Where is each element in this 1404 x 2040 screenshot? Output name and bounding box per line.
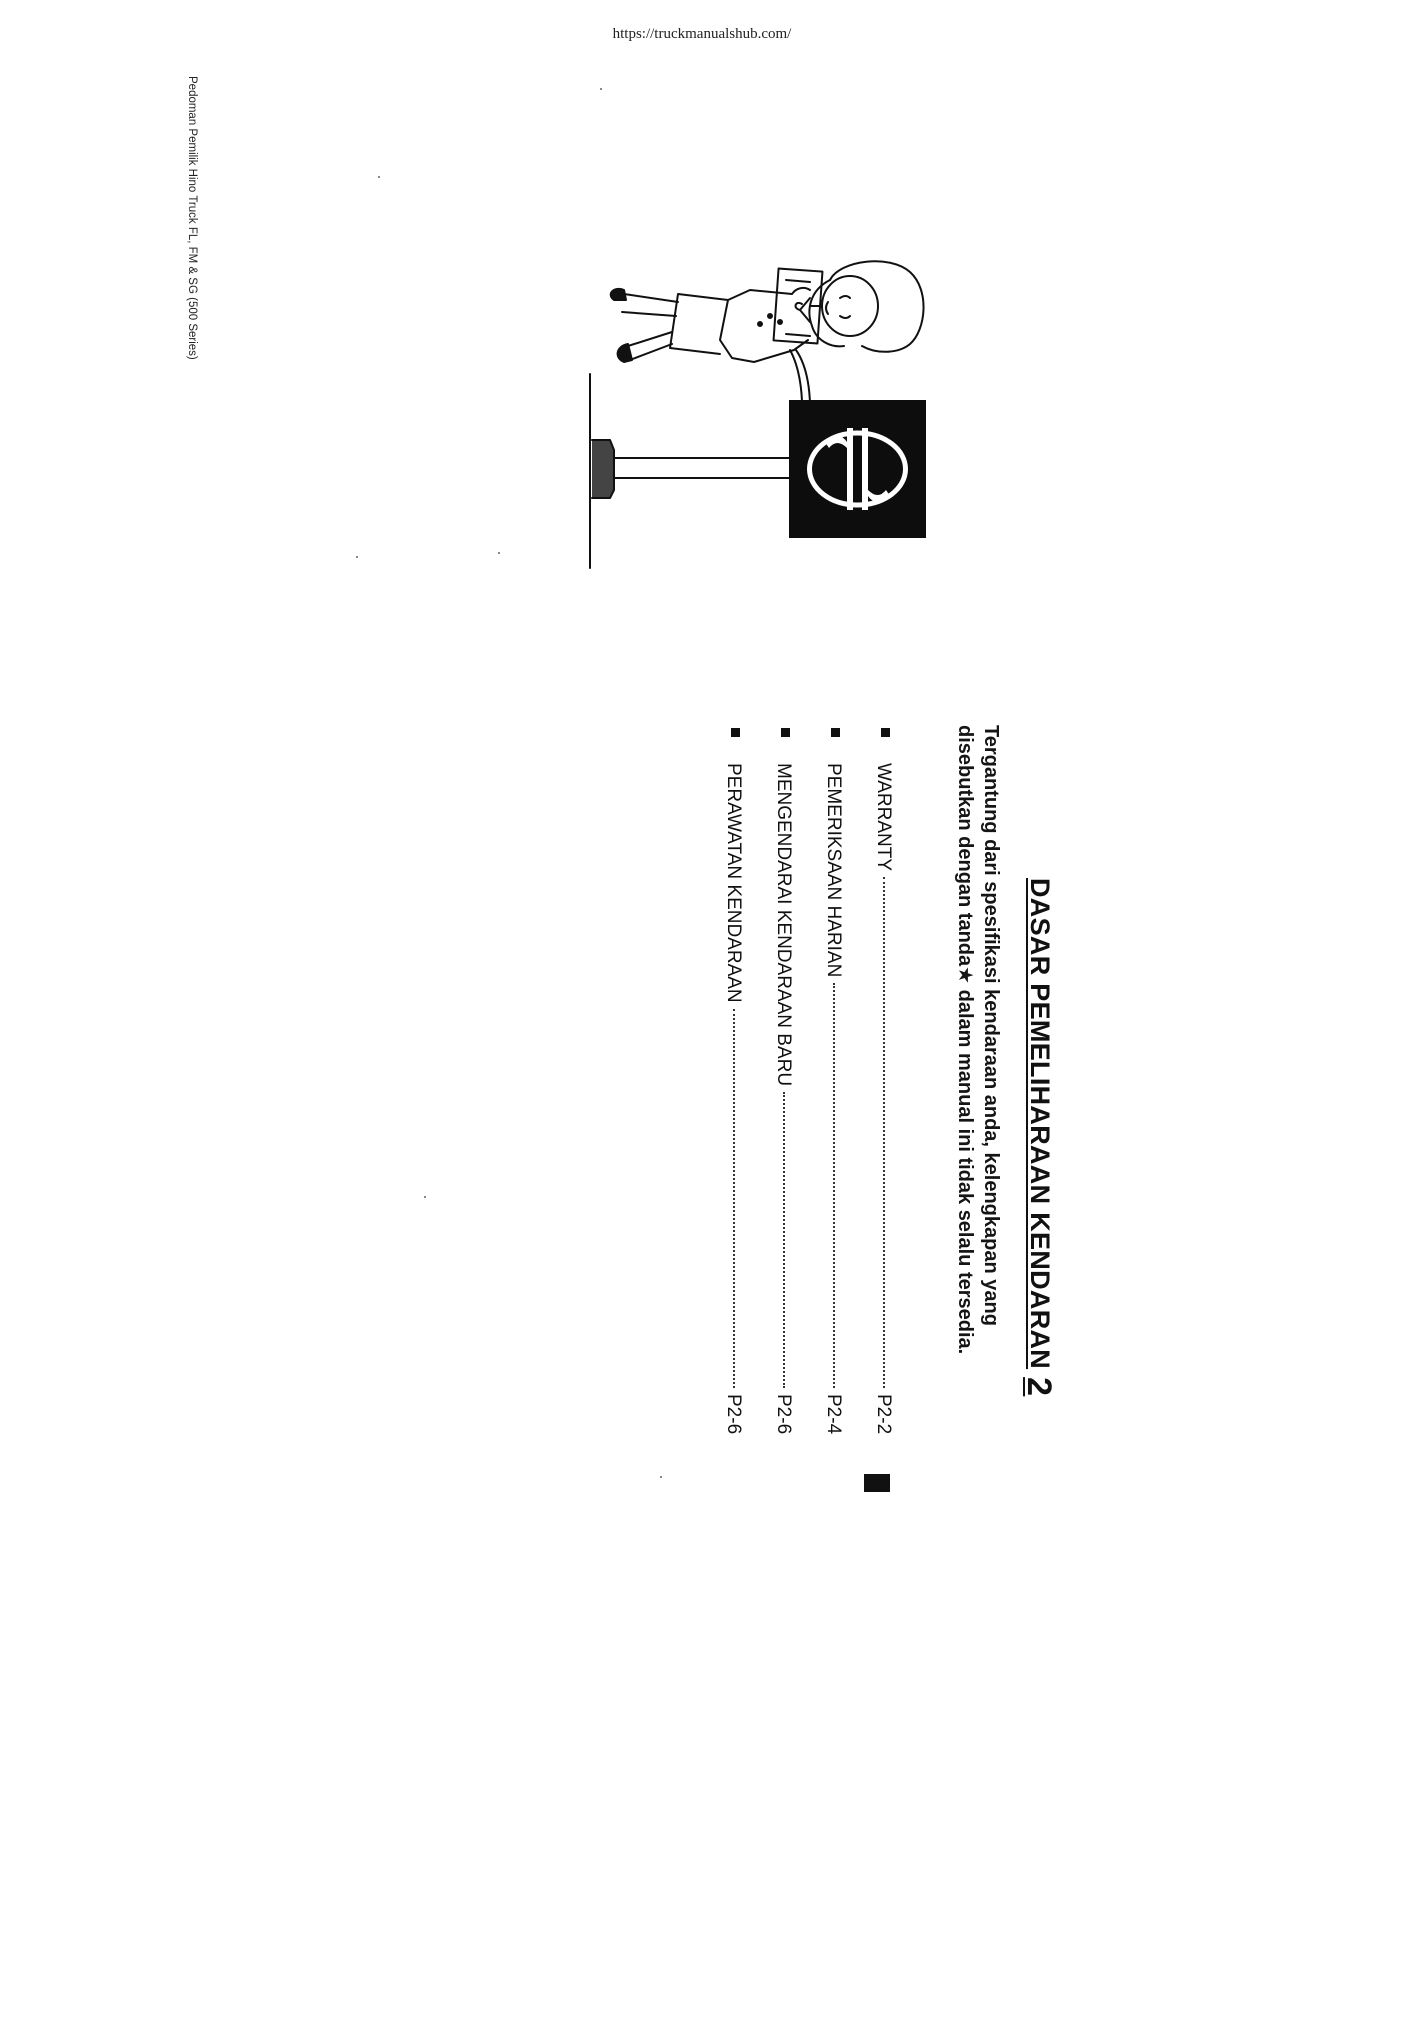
source-url: https://truckmanualshub.com/ — [612, 26, 792, 42]
toc-item-label: WARRANTY — [873, 763, 894, 872]
bullet-square-icon — [781, 728, 790, 737]
intro-line-1: Tergantung dari spesifikasi kendaraan anda, kelengkapan yang — [980, 725, 1002, 1326]
bullet-square-icon — [731, 728, 740, 737]
bullet-square-icon — [831, 728, 840, 737]
scan-speck — [600, 88, 602, 90]
scan-speck — [356, 556, 358, 558]
hino-logo-icon — [789, 400, 926, 538]
toc-item-warranty[interactable] — [872, 728, 894, 1444]
bullet-square-icon — [881, 728, 890, 737]
toc-item-page: P2-2 — [873, 1394, 894, 1435]
section-number: 2 — [1020, 1377, 1058, 1397]
toc-item-perawatan-kendaraan[interactable] — [722, 728, 744, 1444]
scan-speck — [498, 552, 500, 554]
chapter-tab-marker — [864, 1474, 890, 1492]
toc-item-label: PEMERIKSAAN HARIAN — [823, 763, 844, 978]
toc-item-label: MENGENDARAI KENDARAAN BARU — [773, 763, 794, 1087]
intro-line-2: disebutkan dengan tanda★ dalam manual ini tidak selalu tersedia. — [954, 725, 976, 1355]
section-title-text: DASAR PEMELIHARAAN KENDARAN — [1025, 878, 1055, 1370]
section-title — [1019, 878, 1058, 1396]
toc-item-label: PERAWATAN KENDARAAN — [723, 763, 744, 1003]
toc-item-page: P2-4 — [823, 1394, 844, 1435]
toc-leader-dots — [733, 1009, 735, 1388]
toc-leader-dots — [783, 1092, 785, 1388]
toc-item-page: P2-6 — [723, 1394, 744, 1435]
toc-item-page: P2-6 — [773, 1394, 794, 1435]
toc-item-mengendarai-kendaraan-baru[interactable] — [772, 728, 794, 1444]
toc-leader-dots — [833, 983, 835, 1388]
scan-speck — [378, 176, 380, 178]
toc-item-pemeriksaan-harian[interactable] — [822, 728, 844, 1444]
manual-footer-caption: Pedoman Pemilik Hino Truck FL, FM & SG (500 Series) — [186, 76, 198, 360]
hino-logo-sign — [789, 400, 926, 538]
toc-leader-dots — [883, 877, 885, 1388]
scan-speck — [660, 1476, 662, 1478]
scan-speck — [424, 1196, 426, 1198]
